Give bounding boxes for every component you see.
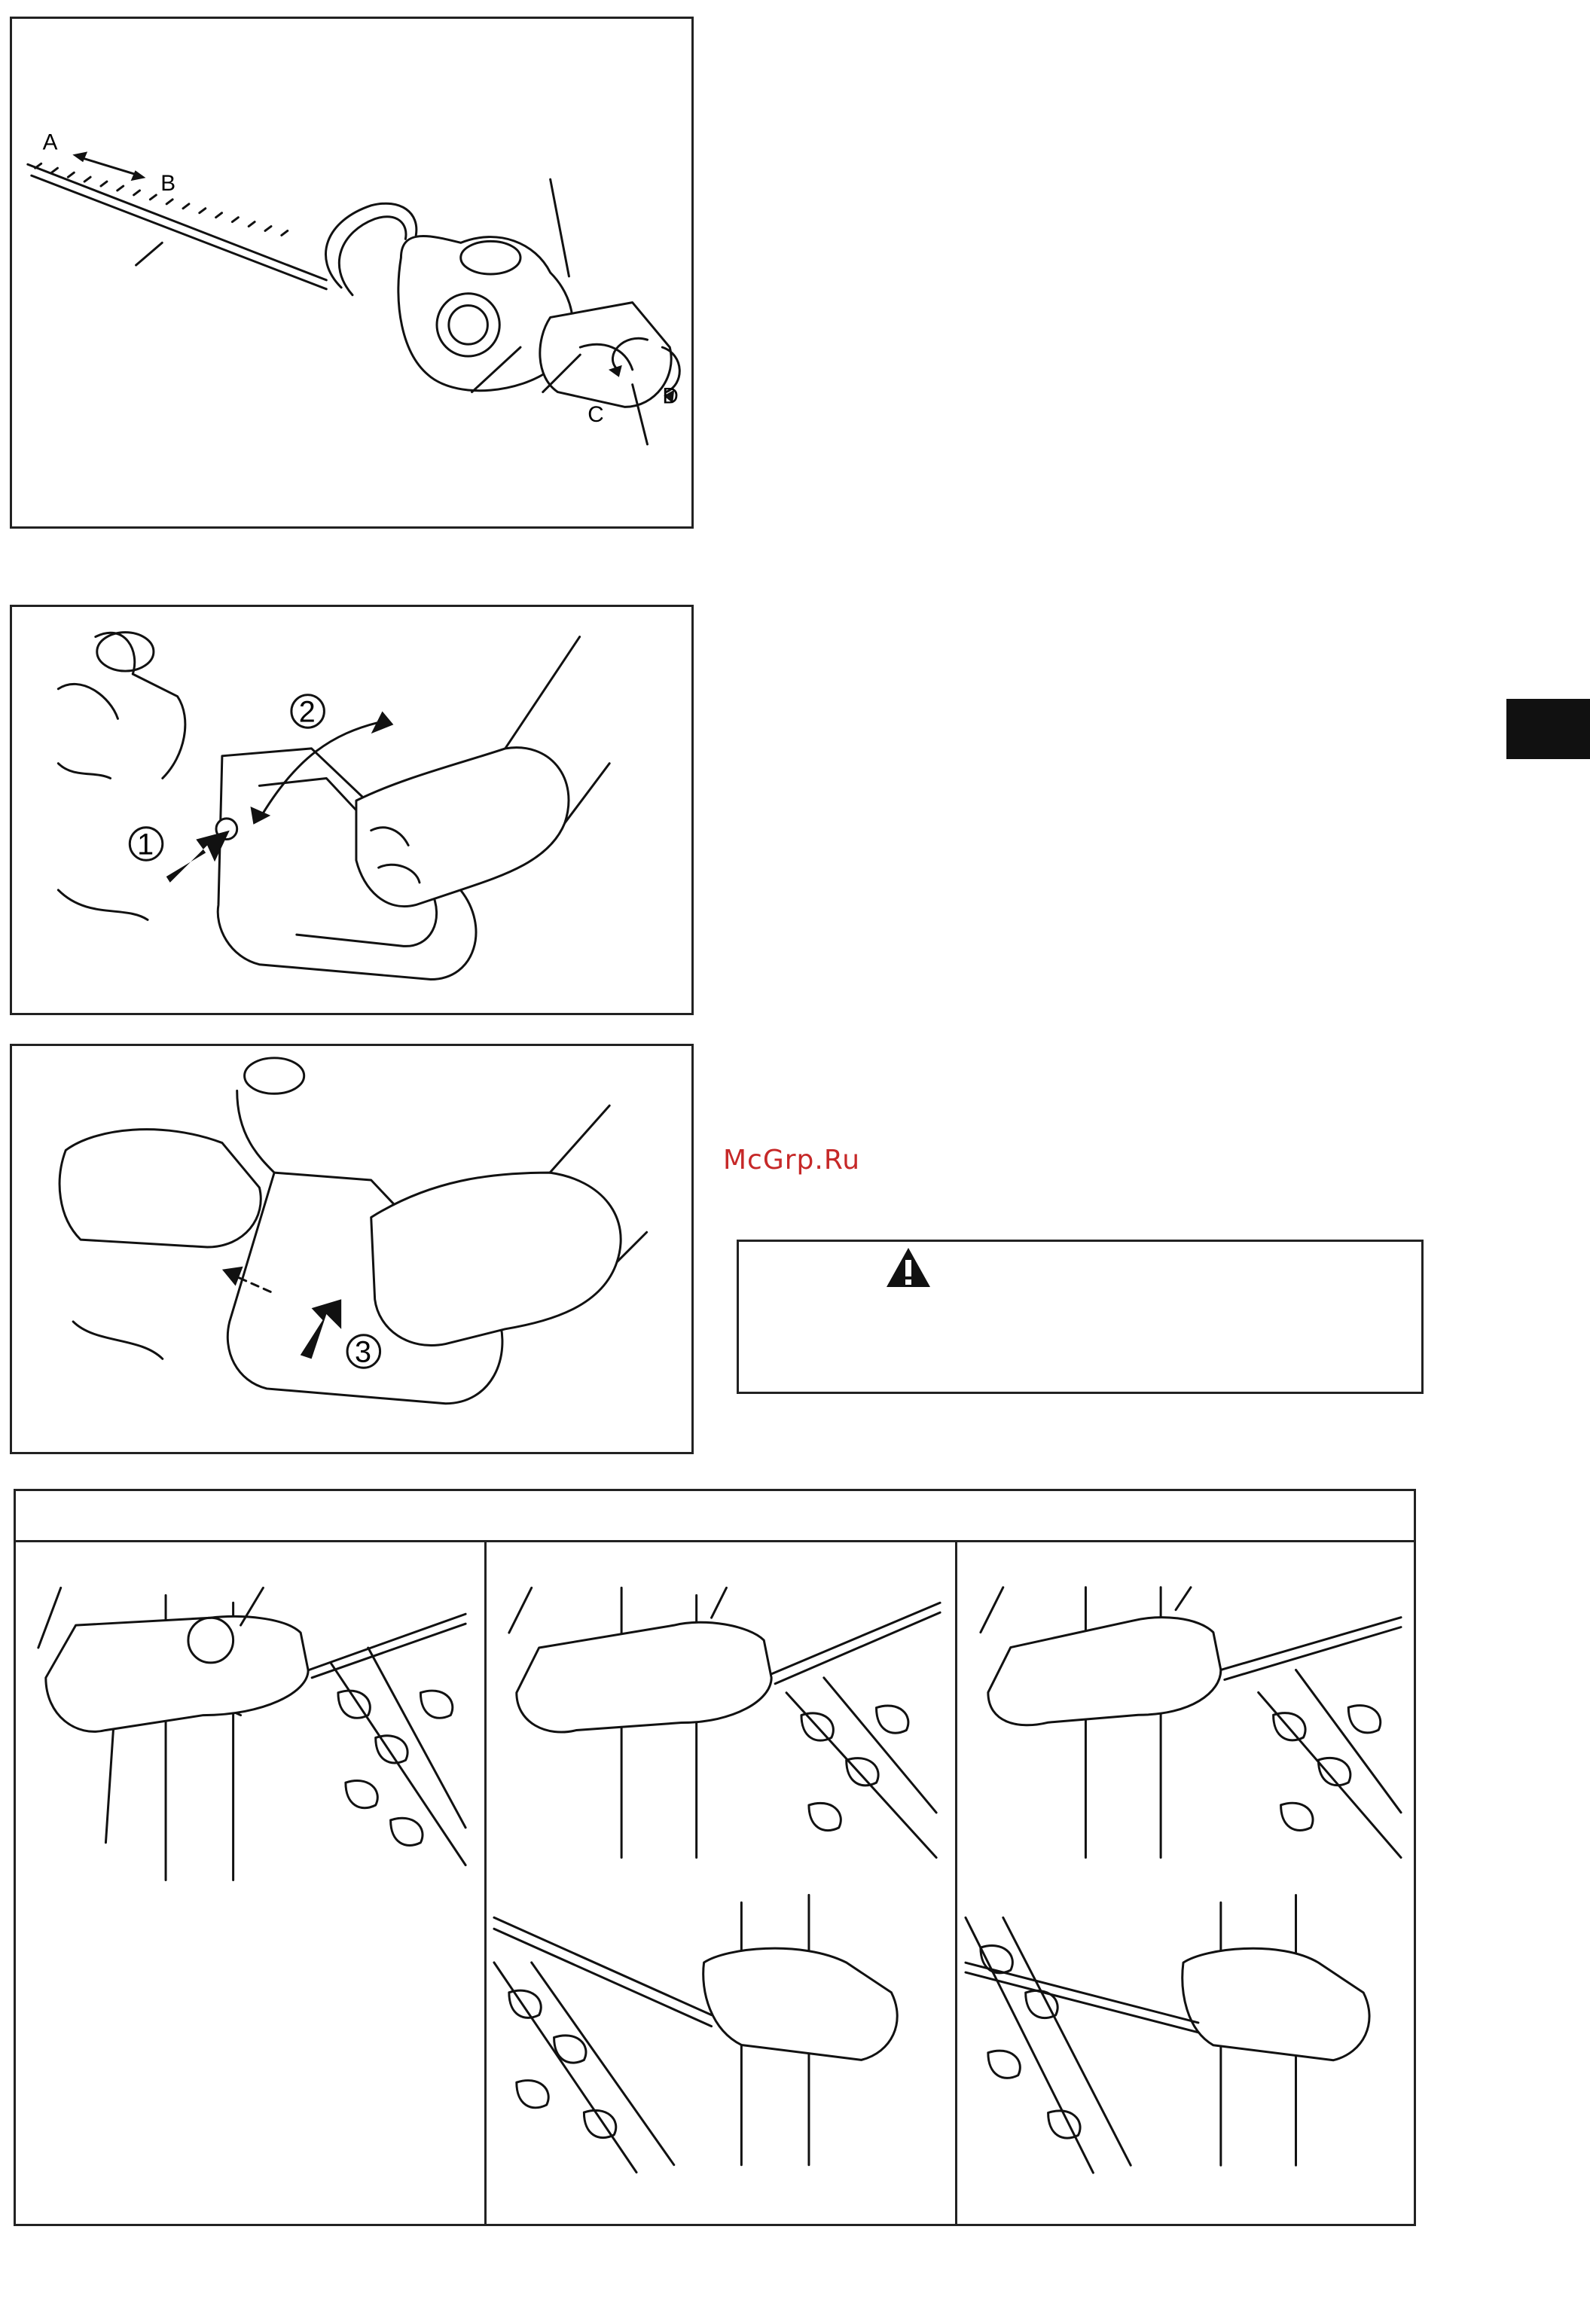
label-c: C	[587, 402, 604, 428]
handle-lock-drawing	[12, 1046, 691, 1452]
grid-cell-3	[957, 1542, 1414, 2224]
warning-box	[737, 1240, 1424, 1394]
step-2-label: 2	[298, 695, 316, 729]
label-b: B	[160, 170, 176, 196]
figure-3-panel	[10, 1044, 694, 1454]
hedge-trimmer-overview-drawing	[12, 19, 691, 526]
watermark: McGrp.Ru	[723, 1145, 861, 1176]
label-a: A	[42, 130, 58, 155]
step-3-label: 3	[354, 1335, 371, 1369]
figure-1-panel	[10, 17, 694, 529]
grid-cell-1	[16, 1542, 487, 2224]
step-1-label: 1	[137, 828, 154, 862]
section-tab-marker	[1506, 699, 1590, 759]
grid-cell-2	[487, 1542, 957, 2224]
operator-trimming-drawing-2	[487, 1542, 955, 2224]
warning-triangle-icon	[882, 1242, 935, 1295]
operation-methods-grid	[14, 1489, 1416, 2226]
operator-trimming-drawing-1	[16, 1542, 484, 2224]
handle-rotation-drawing	[12, 607, 691, 1013]
operator-trimming-drawing-3	[957, 1542, 1414, 2224]
figure-2-panel	[10, 605, 694, 1015]
grid-header	[16, 1491, 1414, 1542]
label-d: D	[662, 383, 679, 409]
